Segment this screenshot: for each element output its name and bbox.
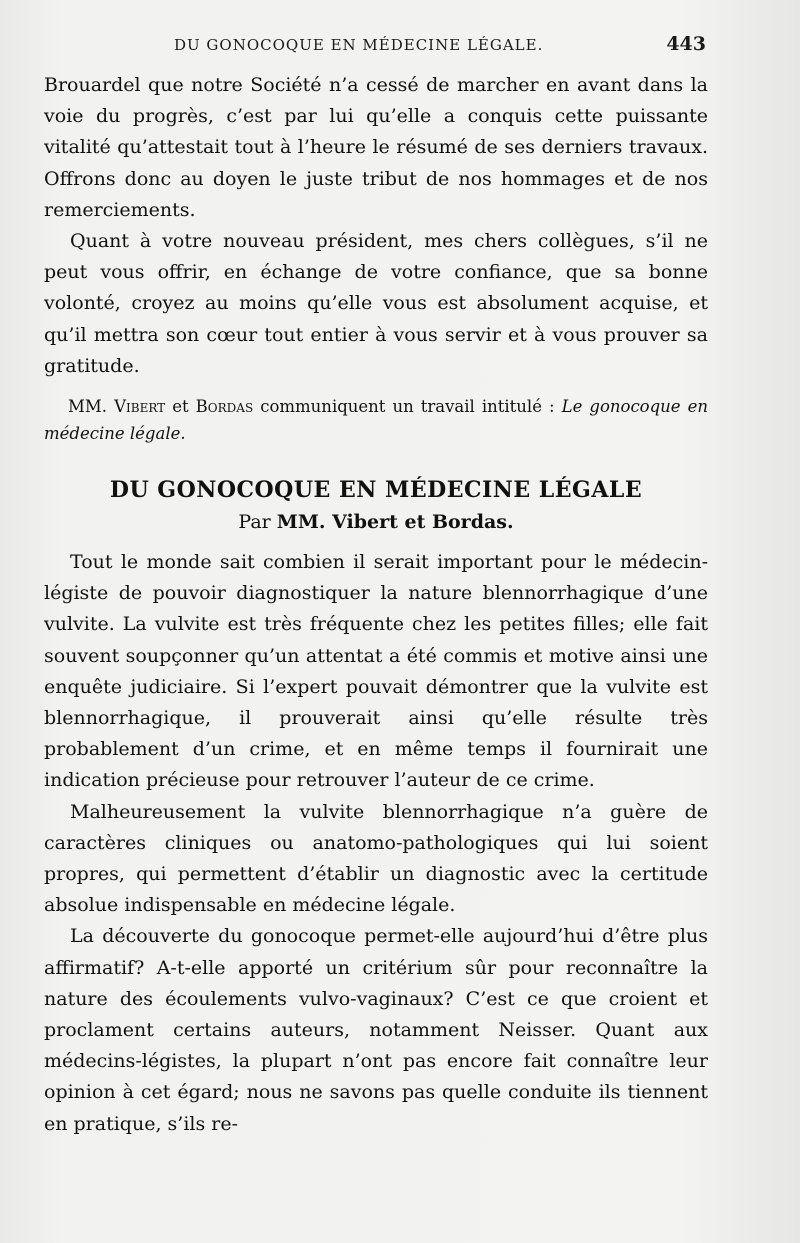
page-number: 443 xyxy=(666,33,706,55)
communication-work-title: Le gonocoque en médecine légale. xyxy=(44,397,709,444)
body-paragraph-2: Malheureusement la vulvite blennorrhagique n’a guère de caractères cliniques ou anatomo-pathologiques qui lui soient propres, qui permettent d’établir un diagnostic avec la certitude absolue indispensable en médecine légale. xyxy=(44,800,708,917)
communication-verb: communiquent un travail intitulé : xyxy=(260,397,555,417)
page-text xyxy=(44,70,708,1140)
body-paragraph-3: La découverte du gonocoque permet-elle aujourd’hui d’être plus affirmatif? A-t-elle apporté un critérium sûr pour reconnaître la nature des écoulements vulvo-vaginaux? C’est ce que croient et proclament certains auteurs, notamment Neisser. Quant aux médecins-légistes, la plupart n’ont pas encore fait connaître leur opinion à cet égard; nous ne savons pas quelle conduite ils tiennent en pratique, s’ils re- xyxy=(44,925,708,1135)
communication-note xyxy=(44,393,708,447)
body-paragraph-1: Tout le monde sait combien il serait important pour le médecin-légiste de pouvoir diagnostiquer la nature blennorrhagique d’une vulvite. La vulvite est très fréquente chez les petites filles; elle fait souvent soupçonner qu’un attentat a été commis et motive ainsi une enquête judiciaire. Si l’expert pouvait démontrer que la vulvite est blennorrhagique, il prouverait ainsi qu’elle résulte très probablement d’un crime, et en même temps il fournirait une indication précieuse pour retrouver l’auteur de ce crime. xyxy=(44,551,708,792)
communication-conjunction: et xyxy=(172,397,189,417)
communication-prefix: MM. xyxy=(68,397,108,417)
article-byline xyxy=(44,511,708,533)
running-head xyxy=(44,33,706,60)
intro-paragraph-2: Quant à votre nouveau président, mes chers collègues, s’il ne peut vous offrir, en échange de votre confiance, que sa bonne volonté, croyez au moins qu’elle vous est absolument acquise, et qu’il mettra son cœur tout entier à vous servir et à vous prouver sa gratitude. xyxy=(44,230,708,377)
communication-author-1: Vibert xyxy=(114,397,166,417)
running-title: DU GONOCOQUE EN MÉDECINE LÉGALE. xyxy=(174,36,544,54)
communication-author-2: Bordas xyxy=(195,397,254,417)
article-title: DU GONOCOQUE EN MÉDECINE LÉGALE xyxy=(109,477,643,504)
intro-paragraph-1: Brouardel que notre Société n’a cessé de marcher en avant dans la voie du progrès, c’est par lui qu’elle a conquis cette puissante vitalité qu’attestait tout à l’heure le résumé de ses derniers travaux. Offrons donc au doyen le juste tribut de nos hommages et de nos remerciements. xyxy=(44,74,708,221)
byline-authors: MM. Vibert et Bordas. xyxy=(276,511,514,534)
byline-prefix: Par xyxy=(238,511,271,534)
